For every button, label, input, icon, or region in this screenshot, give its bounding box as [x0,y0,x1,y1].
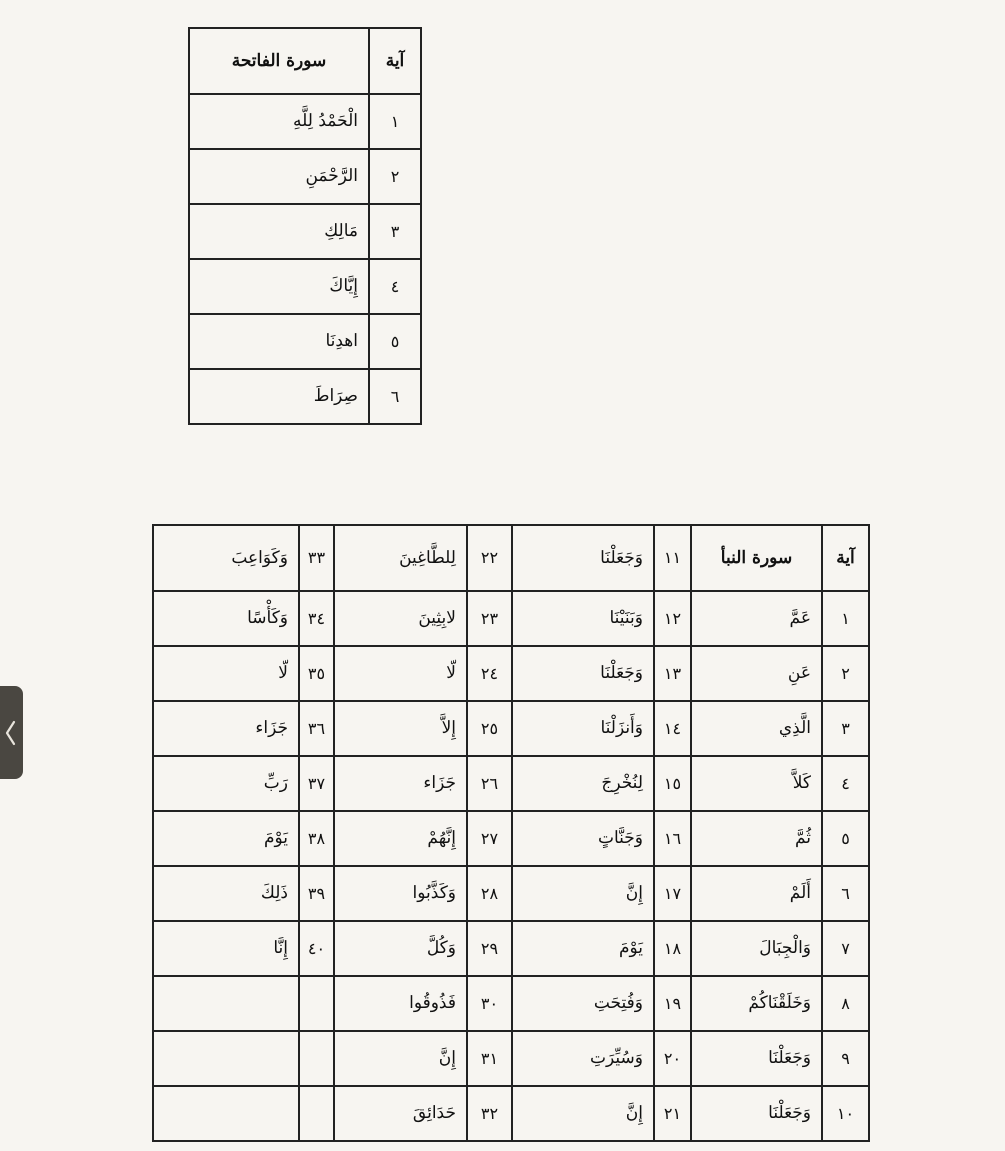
ayah-word: إِنَّ [512,1086,654,1141]
ayah-number: ١٣ [654,646,691,701]
ayah-word: يَوْمَ [512,921,654,976]
ayah-number: ٢٠ [654,1031,691,1086]
ayah-word: أَلَمْ [691,866,822,921]
ayah-number: ٣٨ [299,811,334,866]
ayah-word: جَزَاء [153,701,299,756]
side-panel-toggle-button[interactable] [0,686,23,779]
ayah-number: ١٦ [654,811,691,866]
ayah-word [153,1031,299,1086]
chevron-left-icon [4,719,16,747]
ayah-number: ١٨ [654,921,691,976]
ayah-word: عَمَّ [691,591,822,646]
ayah-word [153,1086,299,1141]
ayah-number: ٢٢ [467,525,512,591]
ayah-word: وَجَعَلْنَا [691,1086,822,1141]
ayah-number: ٦ [369,369,421,424]
ayah-number: ٣٧ [299,756,334,811]
ayah-word: كَلاَّ [691,756,822,811]
ayah-word: لّا [334,646,467,701]
ayah-number: ٥ [822,811,869,866]
header-surah-name: سورة النبأ [691,525,822,591]
ayah-word: الَّذِي [691,701,822,756]
ayah-word: إِيَّاكَ [189,259,369,314]
ayah-number: ٦ [822,866,869,921]
ayah-number: ٢٦ [467,756,512,811]
ayah-number: ٢ [369,149,421,204]
ayah-number: ٨ [822,976,869,1031]
ayah-number: ١٧ [654,866,691,921]
table-row [153,976,869,1031]
ayah-number: ٣٥ [299,646,334,701]
ayah-number: ٣ [822,701,869,756]
ayah-word: وَجَعَلْنَا [691,1031,822,1086]
ayah-word: وَالْجِبَالَ [691,921,822,976]
surah-naba-table [152,524,870,1142]
ayah-word: وَجَنَّاتٍ [512,811,654,866]
ayah-number: ١٤ [654,701,691,756]
ayah-number: ٢٣ [467,591,512,646]
ayah-word: وَبَنَيْنَا [512,591,654,646]
ayah-word: صِرَاطَ [189,369,369,424]
ayah-word: ذَلِكَ [153,866,299,921]
ayah-number: ١٠ [822,1086,869,1141]
table-row [153,811,869,866]
ayah-word: فَذُوقُوا [334,976,467,1031]
ayah-word: وَكَوَاعِبَ [153,525,299,591]
table-row [153,866,869,921]
ayah-word: لابِثِينَ [334,591,467,646]
ayah-word: إِلاَّ [334,701,467,756]
header-ayah: آية [369,28,421,94]
ayah-number: ١٥ [654,756,691,811]
header-surah-name: سورة الفاتحة [189,28,369,94]
ayah-word: الْحَمْدُ لِلَّهِ [189,94,369,149]
ayah-word: وَخَلَقْنَاكُمْ [691,976,822,1031]
ayah-word: وَكُلَّ [334,921,467,976]
ayah-number: ١٢ [654,591,691,646]
header-ayah: آية [822,525,869,591]
ayah-number [299,1031,334,1086]
ayah-number: ١ [822,591,869,646]
ayah-number: ٤ [369,259,421,314]
ayah-word: وَكَأْسًا [153,591,299,646]
ayah-number: ٢٩ [467,921,512,976]
table-row [153,756,869,811]
table-row [189,204,421,259]
ayah-number: ٣٠ [467,976,512,1031]
ayah-number: ٤٠ [299,921,334,976]
table-header-row [153,525,869,591]
ayah-word: ثُمَّ [691,811,822,866]
ayah-word: وَسُيِّرَتِ [512,1031,654,1086]
table-row [153,1086,869,1141]
ayah-word: لِلطَّاغِينَ [334,525,467,591]
ayah-word: لِنُخْرِجَ [512,756,654,811]
ayah-word: وَأَنزَلْنَا [512,701,654,756]
ayah-number: ٣٤ [299,591,334,646]
ayah-number: ٣٣ [299,525,334,591]
ayah-word: الرَّحْمَنِ [189,149,369,204]
ayah-word: إِنَّ [334,1031,467,1086]
table-row [153,646,869,701]
ayah-number: ٣٦ [299,701,334,756]
ayah-word: لّا [153,646,299,701]
ayah-word: مَالِكِ [189,204,369,259]
table-row [153,591,869,646]
ayah-word: حَدَائِقَ [334,1086,467,1141]
ayah-number: ٤ [822,756,869,811]
ayah-number: ٣٢ [467,1086,512,1141]
table-header-row [189,28,421,94]
ayah-number: ٣ [369,204,421,259]
ayah-number: ٣١ [467,1031,512,1086]
ayah-word: إِنَّ [512,866,654,921]
ayah-number [299,1086,334,1141]
ayah-word: رَبِّ [153,756,299,811]
ayah-number: ١ [369,94,421,149]
table-row [189,149,421,204]
ayah-word: عَنِ [691,646,822,701]
ayah-number: ٧ [822,921,869,976]
ayah-number: ٢٥ [467,701,512,756]
ayah-number: ١١ [654,525,691,591]
surah-fatiha-table [188,27,422,425]
ayah-number: ٢١ [654,1086,691,1141]
table-row [189,94,421,149]
ayah-word: وَجَعَلْنَا [512,646,654,701]
ayah-word: وَفُتِحَتِ [512,976,654,1031]
ayah-word [153,976,299,1031]
table-row [189,369,421,424]
ayah-word: اهدِنَا [189,314,369,369]
ayah-word: جَزَاء [334,756,467,811]
table-row [189,259,421,314]
table-row [153,921,869,976]
ayah-number: ٥ [369,314,421,369]
ayah-number: ٣٩ [299,866,334,921]
ayah-number [299,976,334,1031]
ayah-number: ٢٤ [467,646,512,701]
table-row [153,701,869,756]
ayah-number: ٩ [822,1031,869,1086]
table-row [189,314,421,369]
ayah-number: ٢٨ [467,866,512,921]
ayah-number: ١٩ [654,976,691,1031]
ayah-word: إِنَّا [153,921,299,976]
ayah-word: وَجَعَلْنَا [512,525,654,591]
table-row [153,1031,869,1086]
ayah-number: ٢٧ [467,811,512,866]
ayah-word: إِنَّهُمْ [334,811,467,866]
ayah-number: ٢ [822,646,869,701]
ayah-word: وَكَذَّبُوا [334,866,467,921]
ayah-word: يَوْمَ [153,811,299,866]
